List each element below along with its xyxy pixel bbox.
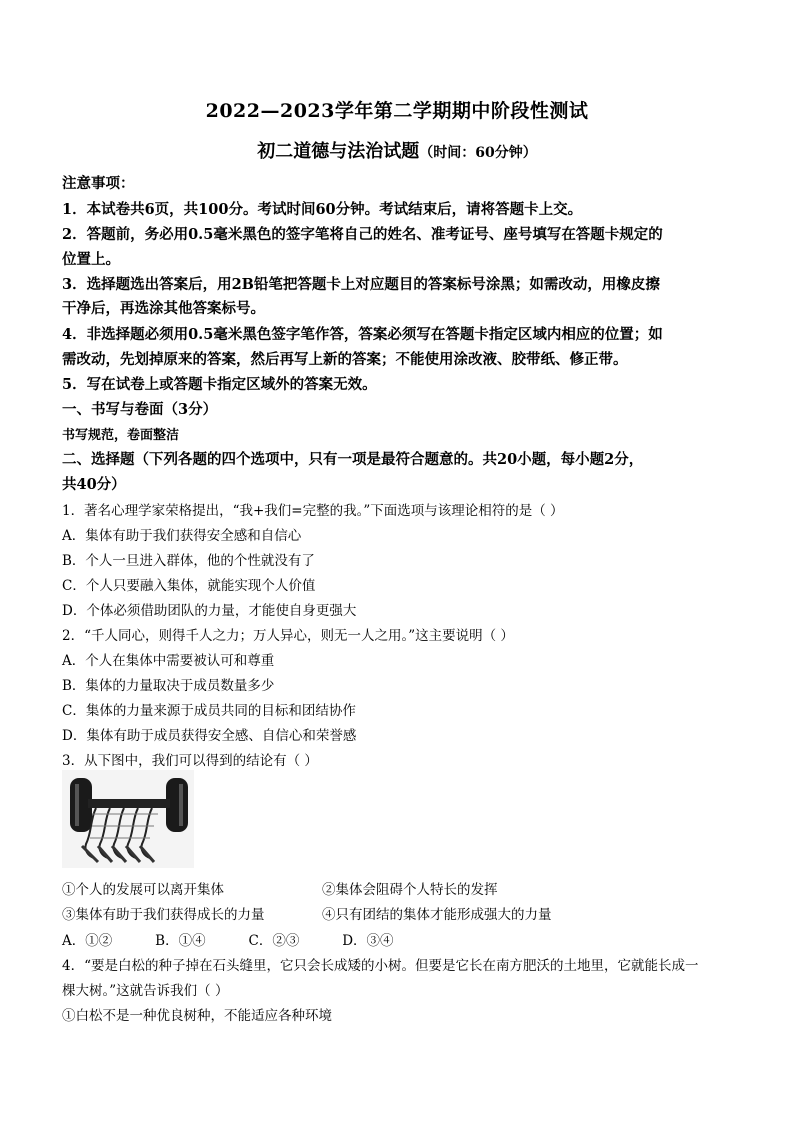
question-1-option-b: B．个人一旦进入群体，他的个性就没有了	[62, 553, 315, 569]
question-3-statement-1: ①个人的发展可以离开集体	[62, 882, 224, 898]
question-1-stem: 1．著名心理学家荣格提出，“我+我们=完整的我。”下面选项与该理论相符的是（ ）	[62, 503, 564, 519]
question-3-choices: A．①② B．①④ C．②③ D．③④	[62, 933, 394, 949]
exam-title: 2022—2023学年第二学期期中阶段性测试	[205, 100, 589, 122]
question-2-option-a: A．个人在集体中需要被认可和尊重	[62, 653, 275, 669]
notice-line: 3．选择题选出答案后，用2B铅笔把答题卡上对应题目的答案标号涂黑；如需改动，用橡皮擦	[62, 276, 660, 293]
time-note: （时间：60分钟）	[419, 145, 537, 161]
exam-subtitle	[0, 137, 794, 163]
notice-line: 需改动，先划掉原来的答案，然后再写上新的答案；不能使用涂改液、胶带纸、修正带。	[62, 351, 628, 368]
question-1-option-c: C．个人只要融入集体，就能实现个人价值	[62, 578, 316, 594]
notice-line: 4．非选择题必须用0.5毫米黑色签字笔作答，答案必须写在答题卡指定区域内相应的位置；如	[62, 326, 663, 343]
question-4-stem: 4．“要是白松的种子掉在石头缝里，它只会长成矮的小树。但要是它长在南方肥沃的土地里，它就能长成一	[62, 958, 699, 974]
question-4-stem-cont: 棵大树。”这就告诉我们（ ）	[62, 983, 229, 999]
notice-line: 位置上。	[62, 251, 120, 268]
question-2-option-d: D．集体有助于成员获得安全感、自信心和荣誉感	[62, 728, 357, 744]
section2-heading: 二、选择题（下列各题的四个选项中，只有一项是最符合题意的。共20小题，每小题2分，	[62, 451, 644, 468]
question-2-option-c: C．集体的力量来源于成员共同的目标和团结协作	[62, 703, 356, 719]
notice-line: 2．答题前，务必用0.5毫米黑色的签字笔将自己的姓名、准考证号、座号填写在答题卡规定的	[62, 226, 663, 243]
question-1-option-d: D．个体必须借助团队的力量，才能使自身更强大	[62, 603, 357, 619]
notice-heading: 注意事项：	[62, 175, 135, 192]
notice-line: 干净后，再选涂其他答案标号。	[62, 300, 265, 317]
subject-title: 初二道德与法治试题	[257, 141, 420, 162]
section1-note: 书写规范，卷面整洁	[62, 428, 180, 443]
question-2-stem: 2．“千人同心，则得千人之力；万人异心，则无一人之用。”这主要说明（ ）	[62, 628, 514, 644]
question-1-option-a: A．集体有助于我们获得安全感和自信心	[62, 528, 302, 544]
question-4-statement-1: ①白松不是一种优良树种，不能适应各种环境	[62, 1008, 332, 1024]
section1-heading: 一、书写与卷面（3分）	[62, 401, 218, 418]
notice-line: 5．写在试卷上或答题卡指定区域外的答案无效。	[62, 376, 377, 393]
question-3-statement-4: ④只有团结的集体才能形成强大的力量	[322, 907, 552, 923]
question-3-stem: 3．从下图中，我们可以得到的结论有（ ）	[62, 753, 318, 769]
question-3-statement-2: ②集体会阻碍个人特长的发挥	[322, 882, 498, 898]
notice-line: 1．本试卷共6页，共100分。考试时间60分钟。考试结束后，请将答题卡上交。	[62, 201, 583, 218]
question-3-statement-3: ③集体有助于我们获得成长的力量	[62, 907, 265, 923]
section2-heading-cont: 共40分）	[62, 476, 126, 493]
question-2-option-b: B．集体的力量取决于成员数量多少	[62, 678, 275, 694]
teamwork-weightlifting-illustration	[62, 770, 194, 868]
